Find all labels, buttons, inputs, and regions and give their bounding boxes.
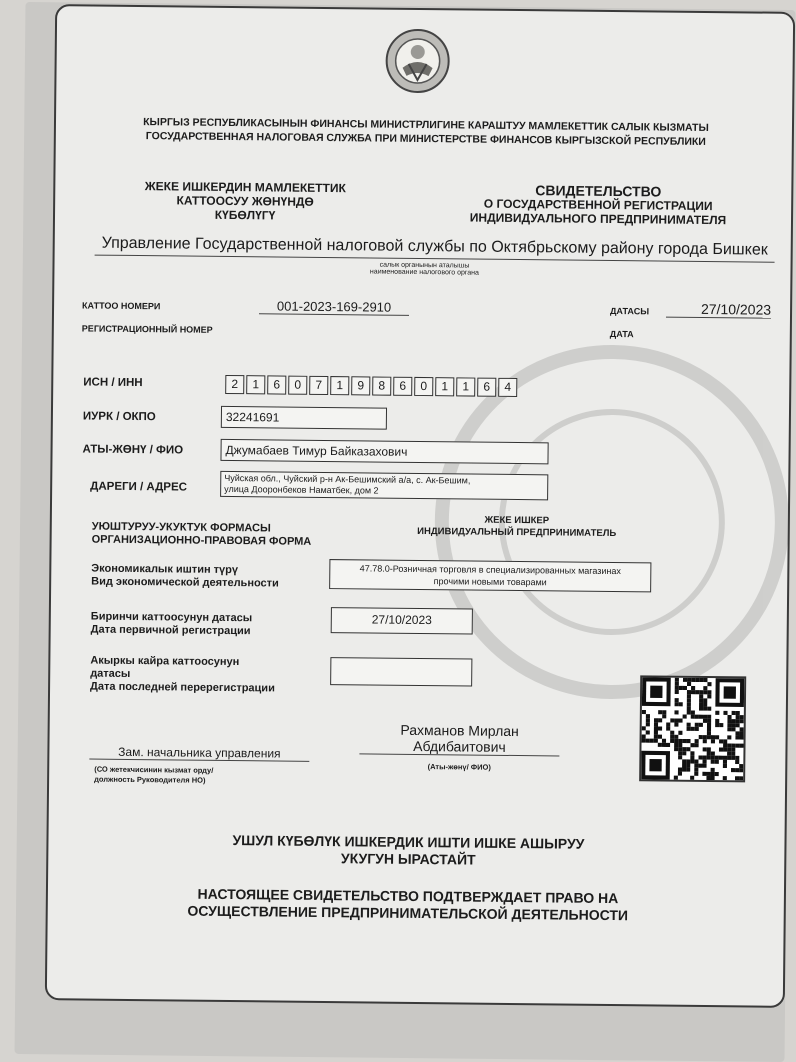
footer-ky-line1: УШУЛ КҮБӨЛҮК ИШКЕРДИК ИШТИ ИШКЕ АШЫРУУ (232, 832, 585, 852)
inn-digit: 4 (498, 378, 517, 397)
footer-kyrgyz (148, 831, 668, 870)
inn-digit: 1 (330, 376, 349, 395)
footer-ky-line2: УКУГУН ЫРАСТАЙТ (340, 850, 476, 868)
first-reg-label-ky: Биринчи каттоосунун датасы (90, 610, 253, 625)
activity-value (329, 559, 651, 592)
first-reg-label-ru: Дата первичной регистрации (90, 623, 251, 638)
last-reg-label (90, 655, 275, 696)
activity-line2: прочими новыми товарами (433, 576, 547, 588)
inn-digit: 0 (414, 377, 433, 396)
reg-number-label-ru: РЕГИСТРАЦИОННЫЙ НОМЕР (81, 323, 213, 335)
title-ru-line1: СВИДЕТЕЛЬСТВО (535, 182, 662, 200)
signer-name-caption: (Аты-жөнү/ ФИО) (427, 762, 491, 772)
authority-caption-ky: салык органынын аталышы (379, 261, 470, 270)
signer-position-caption-ky: (СО жетекчисинин кызмат орду/ (94, 764, 214, 775)
fio-value: Джумабаев Тимур Байказахович (220, 439, 548, 464)
qr-code-icon (639, 675, 746, 782)
okpo-label: ИУРК / ОКПО (82, 410, 156, 424)
activity-label-ru: Вид экономической деятельности (91, 575, 279, 590)
footer-russian (108, 885, 708, 925)
address-value (220, 471, 548, 500)
title-ru-line3: ИНДИВИДУАЛЬНОГО ПРЕДПРИНИМАТЕЛЯ (469, 210, 727, 228)
last-reg-value (330, 657, 472, 686)
title-kyrgyz (125, 179, 365, 224)
activity-label-ky: Экономикалык иштин түрү (91, 562, 239, 577)
inn-digit: 8 (372, 376, 391, 395)
state-emblem-icon (384, 28, 451, 95)
last-reg-label-ky2: датасы (90, 667, 131, 680)
authority-caption (314, 261, 534, 277)
issuer-header-ru: ГОСУДАРСТВЕННАЯ НАЛОГОВАЯ СЛУЖБА ПРИ МИНИСТЕРСТВЕ ФИНАНСОВ КЫРГЫЗСКОЙ РЕСПУБЛИКИ (145, 130, 706, 148)
fio-label: АТЫ-ЖӨНҮ / ФИО (82, 443, 184, 457)
title-ky-line3: КҮБӨЛҮГҮ (214, 207, 276, 223)
reg-date-label-ky: ДАТАСЫ (610, 305, 650, 317)
signer-name-line1: Рахманов Мирлан (400, 721, 519, 740)
reg-date-label-ru: ДАТА (609, 328, 634, 340)
legal-form-label (92, 521, 312, 549)
tax-authority-name: Управление Государственной налоговой службы по Октябрьскому району города Бишкек (95, 235, 775, 263)
footer-ru-line1: НАСТОЯЩЕЕ СВИДЕТЕЛЬСТВО ПОДТВЕРЖДАЕТ ПРАВО НА (197, 885, 619, 907)
inn-digit: 6 (477, 378, 496, 397)
inn-digit: 1 (435, 377, 454, 396)
address-line1: Чуйская обл., Чуйский р-н Ак-Бешимский а/а, с. Ак-Бешим, (224, 472, 471, 486)
title-ky-line1: ЖЕКЕ ИШКЕРДИН МАМЛЕКЕТТИК (144, 179, 346, 196)
signer-position: Зам. начальника управления (89, 745, 309, 762)
inn-digit-boxes (225, 375, 517, 397)
footer-ru-line2: ОСУЩЕСТВЛЕНИЕ ПРЕДПРИНИМАТЕЛЬСКОЙ ДЕЯТЕЛЬНОСТИ (187, 902, 629, 924)
title-ky-line2: КАТТООСУУ ЖӨНҮНДӨ (176, 193, 314, 209)
legal-form-label-ru: ОРГАНИЗАЦИОННО-ПРАВОВАЯ ФОРМА (91, 533, 312, 548)
qr-code-pattern (641, 677, 744, 780)
legal-form-value-ky: ЖЕКЕ ИШКЕР (484, 514, 550, 527)
last-reg-label-ky1: Акыркы кайра каттоосунун (90, 654, 240, 669)
certificate-document (45, 4, 795, 1008)
title-russian (443, 182, 753, 227)
signer-position-caption-ru: должность Руководителя НО) (94, 774, 206, 785)
address-label: ДАРЕГИ / АДРЕС (90, 480, 188, 494)
inn-digit: 6 (393, 377, 412, 396)
activity-line1: 47.78.0-Розничная торговля в специализированных магазинах (359, 563, 621, 577)
inn-digit: 0 (288, 376, 307, 395)
inn-digit: 2 (225, 375, 244, 394)
inn-label: ИСН / ИНН (83, 376, 143, 390)
legal-form-label-ky: УЮШТУРУУ-УКУКТУК ФОРМАСЫ (91, 520, 271, 535)
issuer-header (86, 114, 766, 149)
authority-caption-ru: наименование налогового органа (369, 268, 479, 277)
address-line2: улица Дооронбеков Наматбек, дом 2 (224, 483, 379, 496)
okpo-value: 32241691 (221, 406, 387, 430)
reg-number-label-ky: КАТТОО НОМЕРИ (82, 300, 161, 312)
issuer-header-ky: КЫРГЫЗ РЕСПУБЛИКАСЫНЫН ФИНАНСЫ МИНИСТРЛИГИНЕ КАРАШТУУ МАМЛЕКЕТТИК САЛЫК КЫЗМАТЫ (143, 116, 709, 135)
inn-digit: 1 (246, 375, 265, 394)
inn-digit: 9 (351, 376, 370, 395)
legal-form-value (392, 514, 642, 541)
reg-date-value: 27/10/2023 (666, 301, 771, 319)
last-reg-label-ru: Дата последней перерегистрации (90, 680, 275, 695)
signer-position-caption (94, 765, 213, 786)
title-ru-line2: О ГОСУДАРСТВЕННОЙ РЕГИСТРАЦИИ (483, 196, 713, 214)
signer-name (359, 721, 559, 756)
reg-number-value: 001-2023-169-2910 (259, 298, 409, 316)
first-reg-label (91, 611, 253, 639)
inn-digit: 7 (309, 376, 328, 395)
inn-digit: 1 (456, 377, 475, 396)
activity-label (91, 563, 279, 591)
legal-form-value-ru: ИНДИВИДУАЛЬНЫЙ ПРЕДПРИНИМАТЕЛЬ (417, 525, 617, 540)
first-reg-value: 27/10/2023 (331, 607, 473, 634)
signer-name-line2: Абдибаитович (413, 737, 506, 755)
inn-digit: 6 (267, 375, 286, 394)
